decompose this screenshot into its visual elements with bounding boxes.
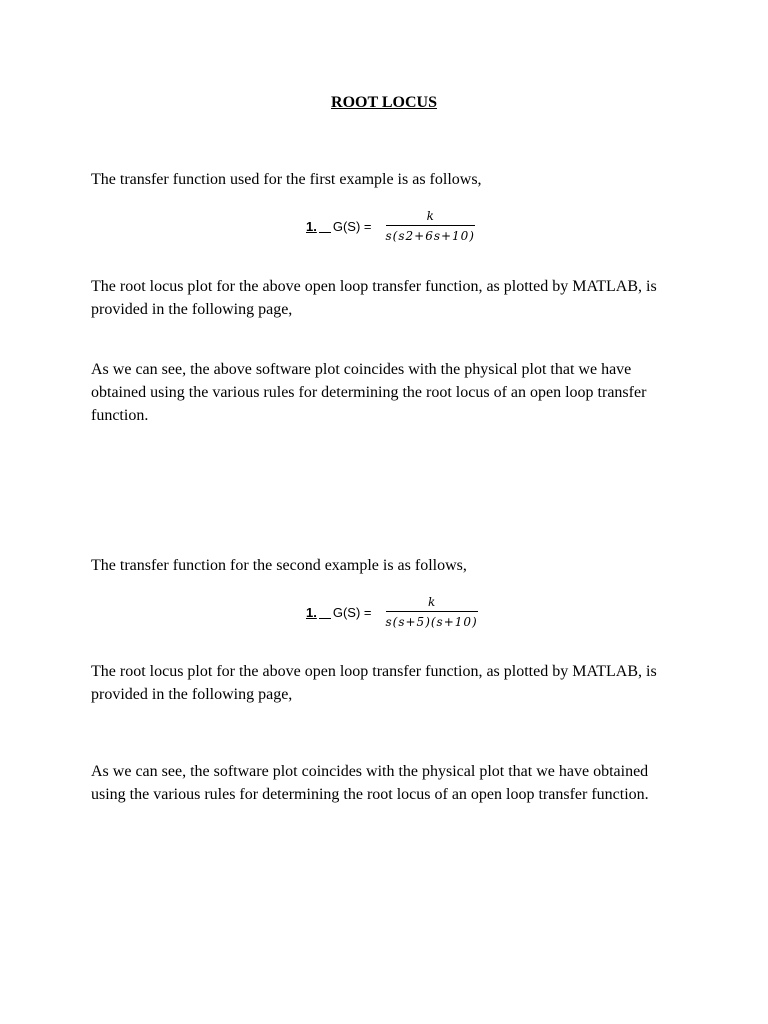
conclusion-first: As we can see, the above software plot coincides with the physical plot that we have obtained using the various rules for determining the root locus of an open loop transfer function. xyxy=(91,361,647,424)
equation-number: 1. xyxy=(306,218,317,234)
equation-number: 1. xyxy=(306,604,317,620)
equation-second xyxy=(306,592,478,632)
equation-underline xyxy=(319,605,331,619)
equation-lhs: G(S) = xyxy=(332,604,372,620)
equation-denominator: s(s2+6s+10) xyxy=(386,225,476,243)
plot-description-second: The root locus plot for the above open loop transfer function, as plotted by MATLAB, is provided in the following page, xyxy=(91,663,657,703)
equation-lhs: G(S) = xyxy=(332,218,372,234)
equation-fraction xyxy=(386,209,476,243)
equation-numerator: k xyxy=(426,209,434,223)
conclusion-second: As we can see, the software plot coincides with the physical plot that we have obtained using the various rules for determining the root locus of an open loop transfer function. xyxy=(91,763,649,803)
equation-denominator: s(s+5)(s+10) xyxy=(386,611,478,629)
equation-first xyxy=(306,206,475,246)
plot-description-first: The root locus plot for the above open loop transfer function, as plotted by MATLAB, is provided in the following page, xyxy=(91,278,657,318)
equation-fraction xyxy=(386,595,478,629)
equation-underline xyxy=(319,219,331,233)
intro-first-example: The transfer function used for the first example is as follows, xyxy=(91,171,482,188)
equation-numerator: k xyxy=(427,595,436,609)
intro-second-example: The transfer function for the second example is as follows, xyxy=(91,557,467,574)
document-title: ROOT LOCUS xyxy=(331,94,437,111)
